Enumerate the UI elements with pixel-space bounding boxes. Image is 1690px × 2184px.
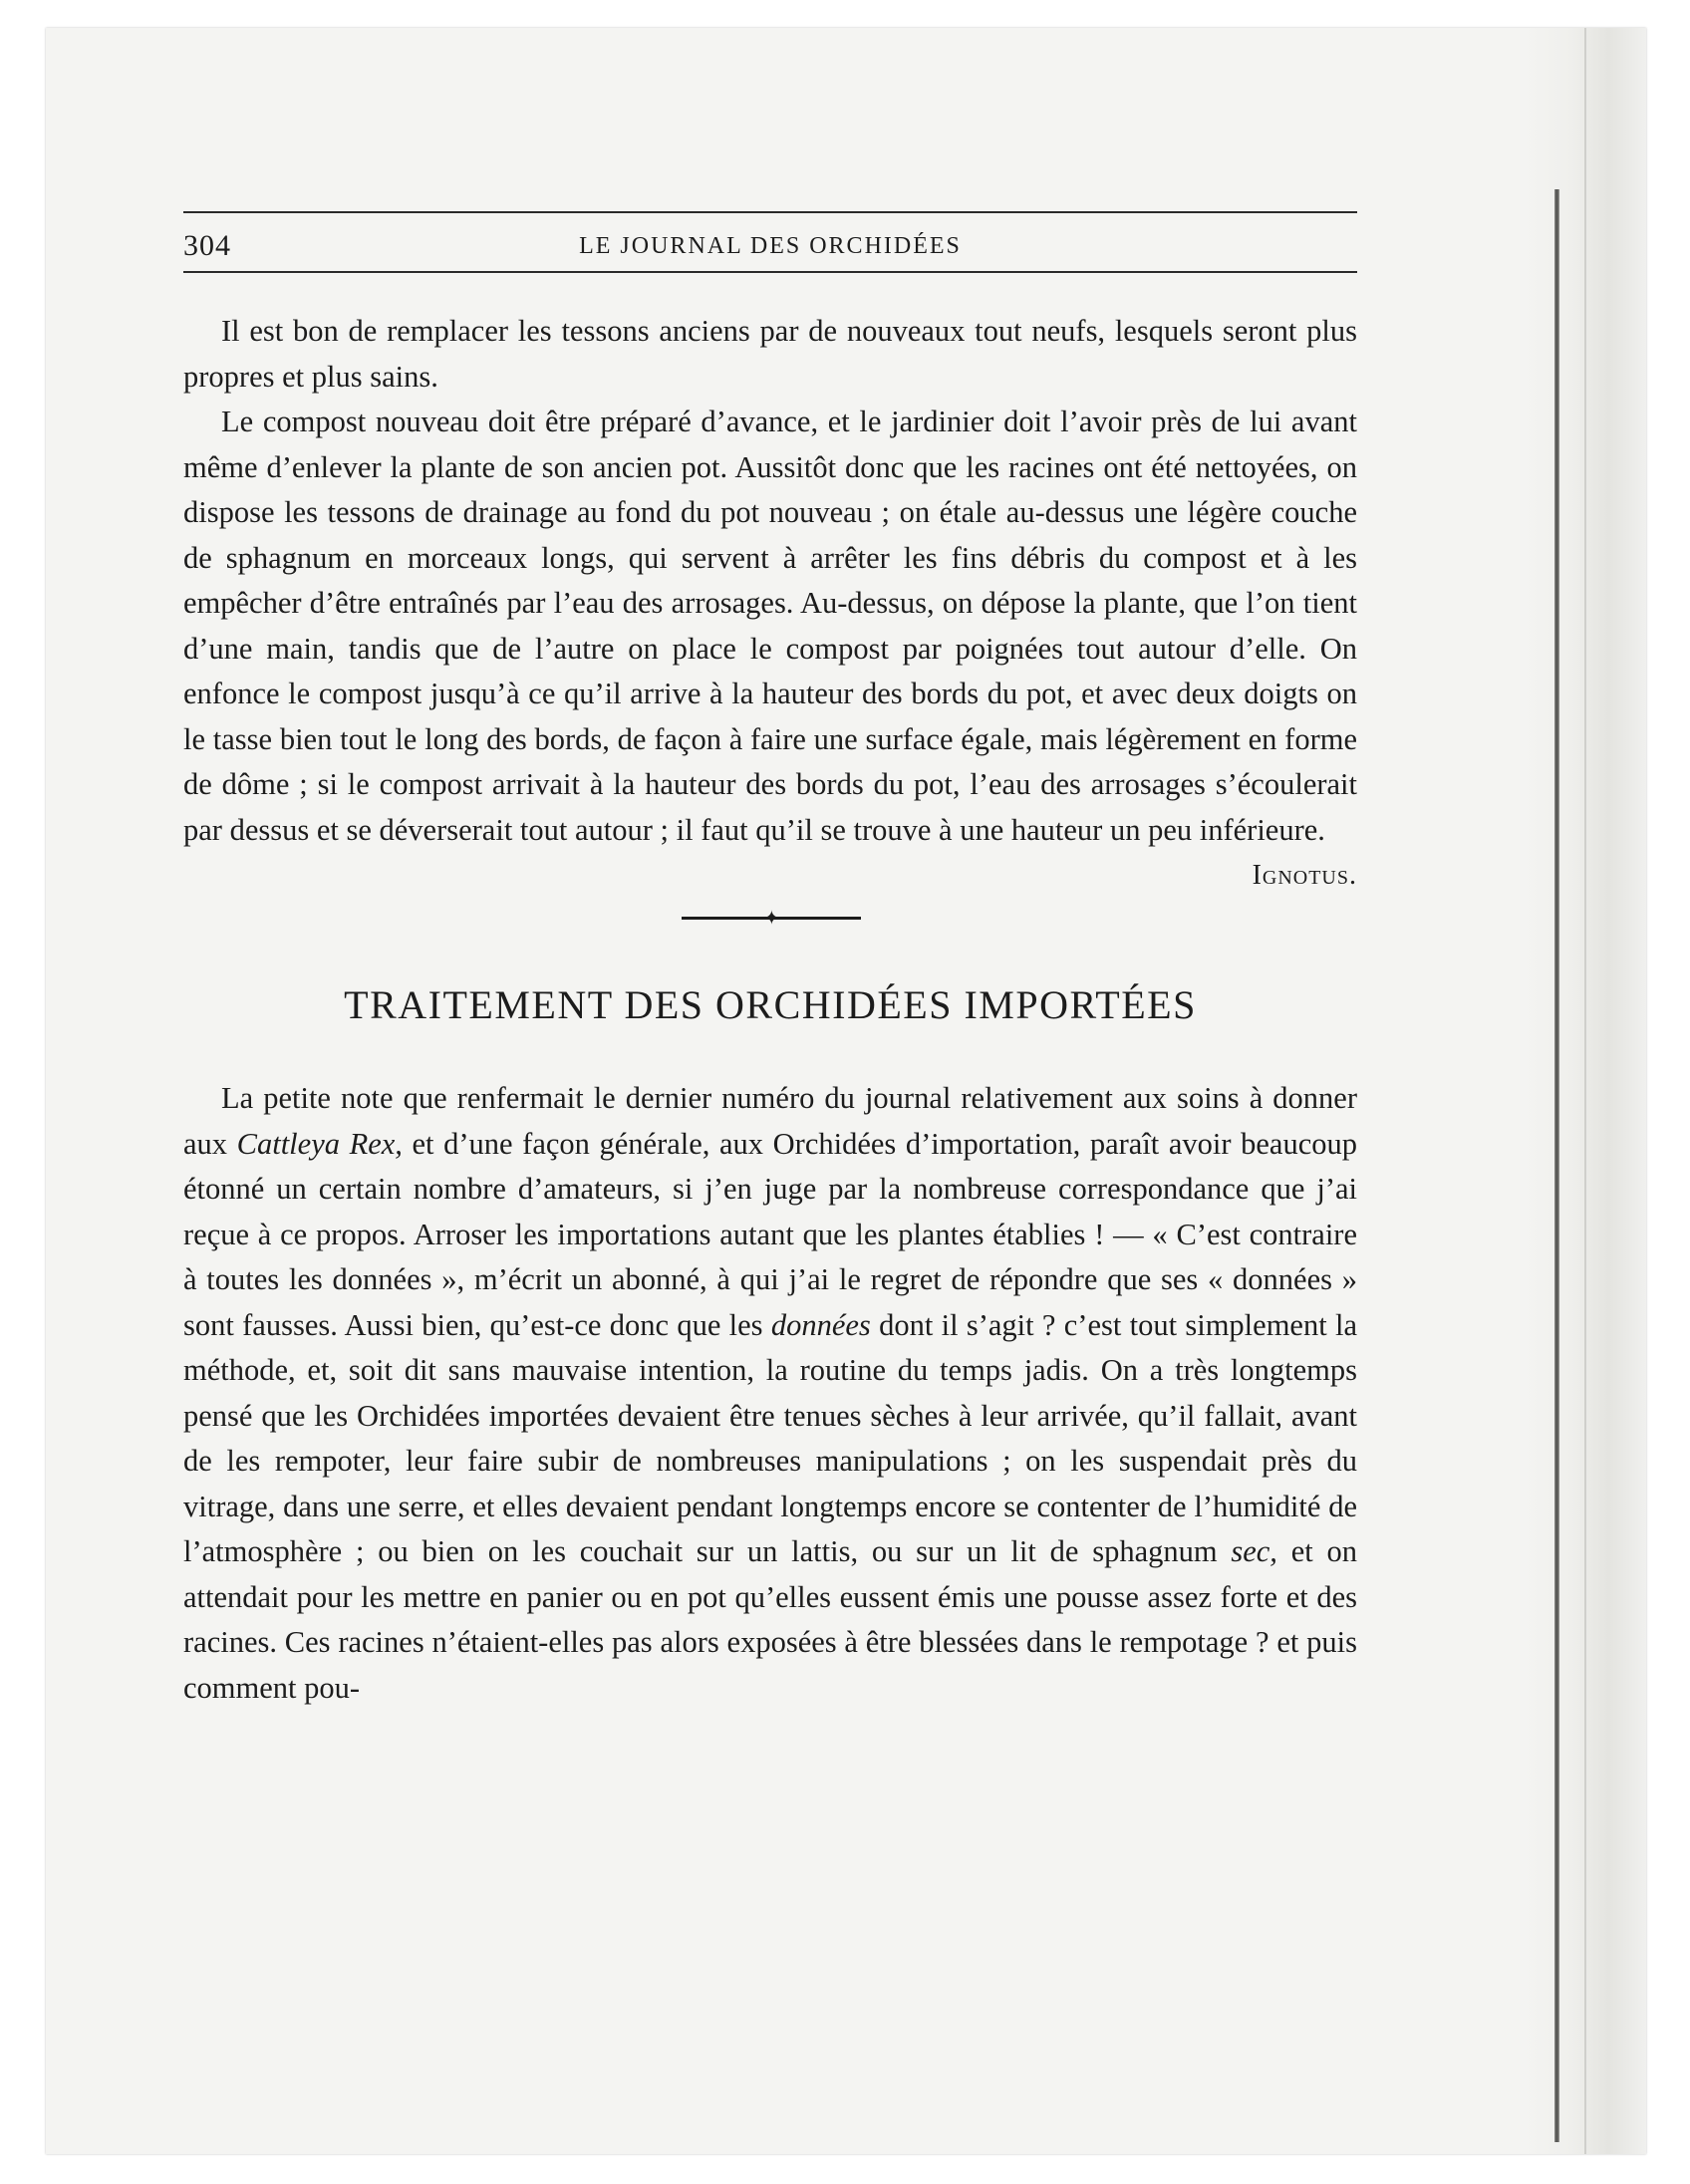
gutter-fold [1584, 28, 1586, 2154]
emphasis: sec, [1231, 1534, 1277, 1568]
text-run: La petite note que renfermait le dernier numéro du journal relativement aux soins à donner aux [183, 1081, 1357, 1161]
article-title: TRAITEMENT DES ORCHIDÉES IMPORTÉES [344, 982, 1197, 1027]
text-run: dont il s’agit ? c’est tout simplement la méthode, et, soit dit sans mauvaise intention, la routine du temps jadis. On a très longtemps pensé que les Orchidées importées devaient être tenues sèches à leur arrivée, qu’il fallait, avant de les rempoter, leur faire subir de nombreuses manipulations ; on les suspendait près du vitrage, dans une serre, et elles devaient pendant longtemps encore se contenter de l’humidité de l’atmosphère ; ou bien on les couchait sur un lattis, ou sur un lit de sphagnum [183, 1307, 1357, 1568]
header-rule-top [183, 211, 1357, 213]
divider-knot-icon: ✦ [763, 908, 780, 930]
page-number: 304 [183, 229, 231, 262]
body-text [183, 309, 1357, 1711]
header-rule-bottom [183, 271, 1357, 273]
section-divider-ornament [183, 899, 1357, 939]
binding-edge [1554, 189, 1559, 2142]
text-run: et on attendait pour les mettre en panier ou en pot qu’elles eussent émis une pousse assez forte et des racines. Ces racines n’étaient-elles pas alors exposées à être blessées dans le rempotage ? et puis comment pou- [183, 1534, 1357, 1705]
paragraph: Le compost nouveau doit être préparé d’avance, et le jardinier doit l’avoir près de lui avant même d’enlever la plante de son ancien pot. Aussitôt donc que les racines ont été nettoyées, on dispose les tessons de drainage au fond du pot nouveau ; on étale au-dessus une légère couche de sphagnum en morceaux longs, qui servent à arrêter les fins débris du compost et à les empêcher d’être entraînés par l’eau des arrosages. Au-dessus, on dépose la plante, que l’on tient d’une main, tandis que de l’autre on place le compost par poignées tout autour d’elle. On enfonce le compost jusqu’à ce qu’il arrive à la hauteur des bords du pot, et avec deux doigts on le tasse bien tout le long des bords, de façon à faire une surface égale, mais légèrement en forme de dôme ; si le compost arrivait à la hauteur des bords du pot, l’eau des arrosages s’écoulerait par dessus et se déverserait tout autour ; il faut qu’il se trouve à une hauteur un peu inférieure. [183, 405, 1357, 847]
author-signature: Ignotus. [1252, 860, 1357, 891]
paragraph [183, 1076, 1357, 1711]
running-head [183, 229, 1357, 269]
emphasis: données [770, 1307, 871, 1342]
species-name: Cattleya Rex, [236, 1126, 403, 1161]
text-run: et d’une façon générale, aux Orchidées d’importation, paraît avoir beaucoup étonné un certain nombre d’amateurs, si j’en juge par la nombreuse correspondance que j’ai reçue à ce propos. Arroser les importations autant que les plantes établies ! — « C’est contraire à toutes les données », m’écrit un abonné, à qui j’ai le regret de répondre que ses « données » sont fausses. Aussi bien, qu’est-ce donc que les [183, 1126, 1357, 1342]
paragraph: Il est bon de remplacer les tessons anciens par de nouveaux tout neufs, lesquels seront plus propres et plus sains. [183, 314, 1357, 394]
journal-title: LE JOURNAL DES ORCHIDÉES [579, 233, 962, 259]
